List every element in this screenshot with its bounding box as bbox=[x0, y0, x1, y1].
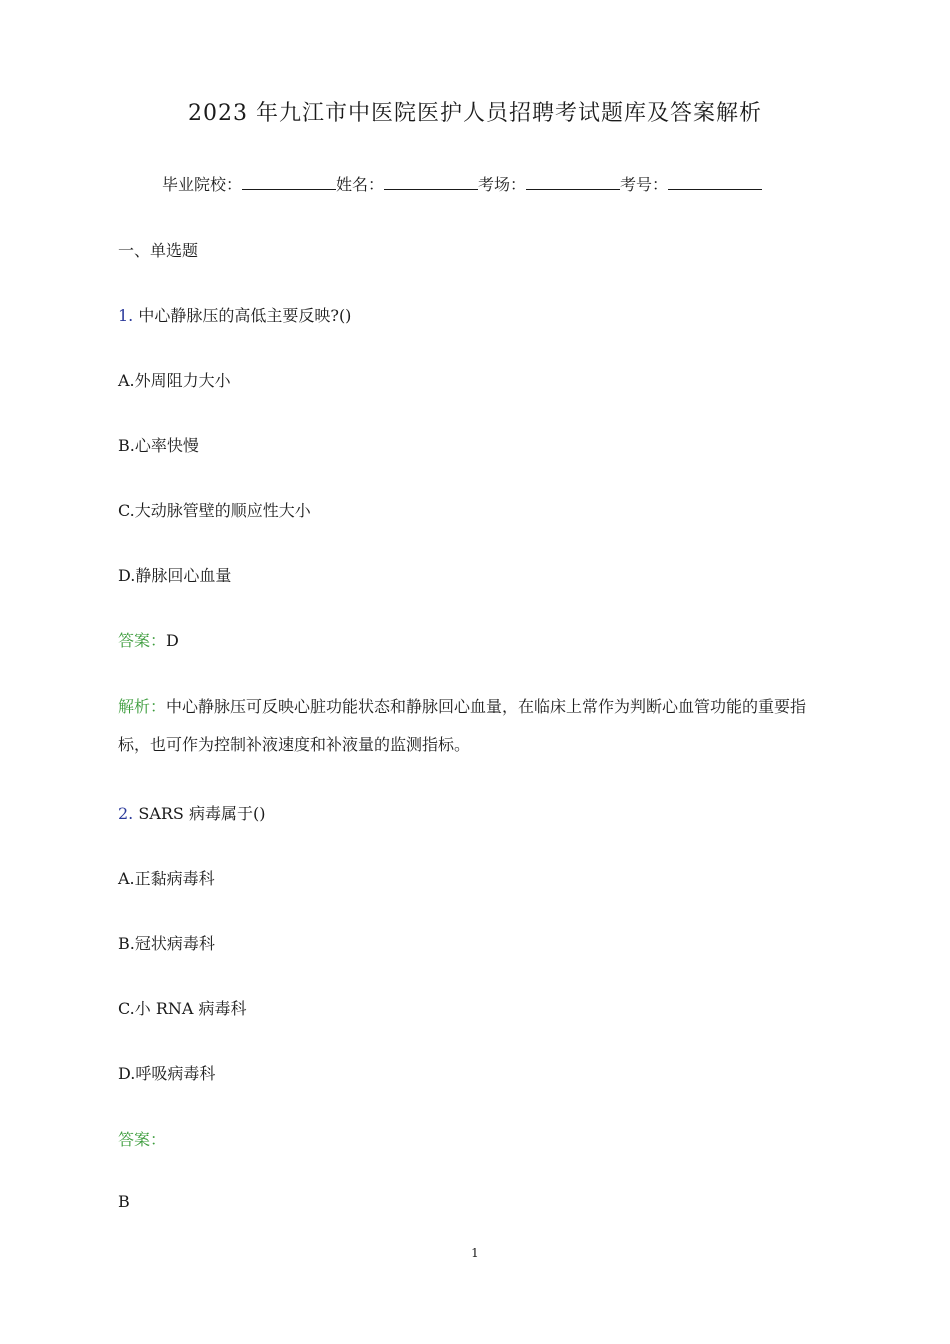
question-number: 2. bbox=[118, 804, 134, 823]
document-title: 2023 年九江市中医院医护人员招聘考试题库及答案解析 bbox=[188, 101, 762, 126]
option-2c: C.小 RNA 病毒科 bbox=[118, 999, 247, 1018]
room-blank[interactable] bbox=[526, 175, 620, 190]
question-text: SARS 病毒属于() bbox=[138, 804, 266, 823]
question-number: 1. bbox=[118, 306, 134, 325]
answer-2-label: 答案： bbox=[118, 1130, 167, 1149]
room-label: 考场： bbox=[478, 175, 527, 194]
candidate-info-line bbox=[162, 172, 762, 195]
page-number: 1 bbox=[471, 1246, 479, 1260]
option-1d: D.静脉回心血量 bbox=[118, 566, 232, 585]
answer-2-value: B bbox=[118, 1192, 130, 1211]
option-2b: B.冠状病毒科 bbox=[118, 934, 215, 953]
name-label: 姓名： bbox=[336, 175, 385, 194]
school-blank[interactable] bbox=[242, 175, 336, 190]
option-1b: B.心率快慢 bbox=[118, 436, 199, 455]
name-blank[interactable] bbox=[384, 175, 478, 190]
question-text: 中心静脉压的高低主要反映?() bbox=[138, 306, 352, 325]
analysis-label: 解析： bbox=[118, 697, 167, 716]
answer-label: 答案： bbox=[118, 631, 167, 650]
analysis-text: 中心静脉压可反映心脏功能状态和静脉回心血量，在临床上常作为判断心血管功能的重要指标，也可作为控制补液速度和补液量的监测指标。 bbox=[118, 697, 807, 754]
section-heading: 一、单选题 bbox=[118, 241, 199, 260]
answer-value: D bbox=[166, 631, 179, 650]
question-1 bbox=[118, 303, 351, 326]
option-1a: A.外周阻力大小 bbox=[118, 371, 231, 390]
option-2d: D.呼吸病毒科 bbox=[118, 1064, 216, 1083]
number-label: 考号： bbox=[620, 175, 669, 194]
option-2a: A.正黏病毒科 bbox=[118, 869, 215, 888]
answer-1 bbox=[118, 628, 179, 651]
option-1c: C.大动脉管壁的顺应性大小 bbox=[118, 501, 311, 520]
number-blank[interactable] bbox=[668, 175, 762, 190]
school-label: 毕业院校： bbox=[162, 175, 243, 194]
analysis-1 bbox=[118, 688, 838, 764]
question-2 bbox=[118, 801, 265, 824]
